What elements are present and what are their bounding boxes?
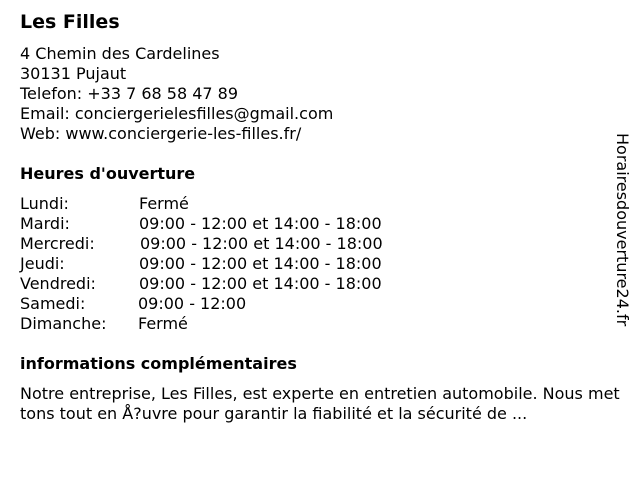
hours-value: 09:00 - 12:00	[138, 294, 247, 313]
phone-number: Telefon: +33 7 68 58 47 89	[20, 84, 239, 103]
opening-hours-heading: Heures d'ouverture	[20, 164, 196, 183]
business-description: Notre entreprise, Les Filles, est experte en entretien automobile. Nous mettons tout en Å?uvre pour garantir la fiabilité et la sécurité de ...	[20, 384, 620, 423]
watermark	[612, 133, 632, 343]
day-label: Vendredi:	[20, 274, 96, 293]
business-name: Les Filles	[20, 11, 120, 33]
contact-block	[20, 44, 333, 144]
day-label: Jeudi:	[20, 254, 65, 273]
day-label: Samedi:	[20, 294, 86, 313]
address-line-2: 30131 Pujaut	[20, 64, 127, 83]
hours-value: Fermé	[139, 194, 189, 213]
hours-value: 09:00 - 12:00 et 14:00 - 18:00	[140, 234, 383, 253]
day-label: Lundi:	[20, 194, 69, 213]
day-label: Mercredi:	[20, 234, 95, 253]
day-label: Dimanche:	[20, 314, 107, 333]
hours-value: 09:00 - 12:00 et 14:00 - 18:00	[139, 274, 382, 293]
additional-info-heading: informations complémentaires	[20, 354, 297, 373]
email-address: Email: conciergerielesfilles@gmail.com	[20, 104, 334, 123]
day-label: Mardi:	[20, 214, 70, 233]
website: Web: www.conciergerie-les-filles.fr/	[20, 124, 302, 143]
address-line-1: 4 Chemin des Cardelines	[20, 44, 220, 63]
hours-value: 09:00 - 12:00 et 14:00 - 18:00	[139, 254, 382, 273]
watermark-text: Horairesdouverture24.fr	[613, 133, 632, 327]
hours-value: Fermé	[138, 314, 188, 333]
hours-value: 09:00 - 12:00 et 14:00 - 18:00	[139, 214, 382, 233]
